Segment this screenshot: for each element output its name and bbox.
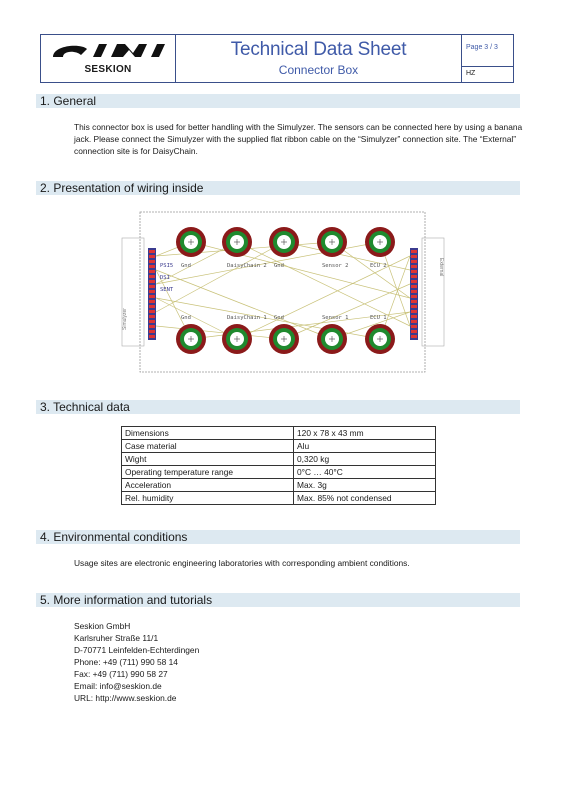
table-row <box>122 479 436 492</box>
header-meta <box>462 35 513 82</box>
table-cell-value: Alu <box>294 440 436 453</box>
page-title: Technical Data Sheet <box>230 39 407 60</box>
wiring-label: Sensor 1 <box>322 315 349 321</box>
connector-pin <box>149 290 155 293</box>
connector-pin <box>149 310 155 313</box>
connector-pin <box>411 325 417 328</box>
connector-pin <box>411 280 417 283</box>
connector-pin <box>411 260 417 263</box>
table-cell-property: Rel. humidity <box>122 492 294 505</box>
connector-pin <box>149 305 155 308</box>
wiring-diagram-svg <box>118 208 448 374</box>
wiring-label: Gnd <box>274 315 284 321</box>
connector-pin <box>411 315 417 318</box>
document-header <box>40 34 514 83</box>
wiring-label: ECU 2 <box>370 263 387 269</box>
wiring-label: DaisyChain 2 <box>227 263 267 269</box>
connector-pin <box>149 330 155 333</box>
author-initials: HZ <box>462 66 513 82</box>
sensor-type-label: SENT <box>160 287 174 293</box>
connector-pin <box>411 310 417 313</box>
connector-pin <box>149 285 155 288</box>
table-cell-property: Dimensions <box>122 427 294 440</box>
section-heading-environment: 4. Environmental conditions <box>36 530 520 544</box>
connector-pin <box>149 335 155 338</box>
connector-pin <box>411 250 417 253</box>
connector-pin <box>411 300 417 303</box>
sensor-type-label: DSI <box>160 275 170 281</box>
environment-text: Usage sites are electronic engineering laboratories with corresponding ambient conditions. <box>74 558 410 568</box>
connector-pin <box>149 255 155 258</box>
connector-pin <box>411 330 417 333</box>
table-cell-property: Acceleration <box>122 479 294 492</box>
connector-pin <box>411 255 417 258</box>
contact-line: Phone: +49 (711) 990 58 14 <box>74 657 178 667</box>
section-heading-more: 5. More information and tutorials <box>36 593 520 607</box>
wiring-label: Gnd <box>181 263 191 269</box>
contact-line: Karlsruher Straße 11/1 <box>74 633 159 643</box>
contact-line: Email: info@seskion.de <box>74 681 162 691</box>
connector-pin <box>149 265 155 268</box>
wiring-label: Gnd <box>274 263 284 269</box>
connector-pin <box>149 275 155 278</box>
seskion-logo <box>41 35 176 82</box>
wiring-label: ECU 1 <box>370 315 387 321</box>
sensor-type-label: PSI5 <box>160 263 174 269</box>
connector-pin <box>411 265 417 268</box>
connector-pin <box>149 270 155 273</box>
section-heading-general: 1. General <box>36 94 520 108</box>
contact-line: URL: http://www.seskion.de <box>74 693 177 703</box>
connector-pin <box>411 290 417 293</box>
section-heading-technical: 3. Technical data <box>36 400 520 414</box>
connector-pin <box>411 305 417 308</box>
connector-left-label: Simulyzer <box>122 308 128 330</box>
wiring-diagram <box>118 208 448 379</box>
connector-pin <box>149 295 155 298</box>
page-number: Page 3 / 3 <box>466 44 498 51</box>
logo-mark-icon <box>41 35 175 65</box>
contact-block <box>74 620 199 704</box>
contact-line: D-70771 Leinfelden-Echterdingen <box>74 645 200 655</box>
table-cell-value: 0,320 kg <box>294 453 436 466</box>
connector-pin <box>411 285 417 288</box>
table-row <box>122 492 436 505</box>
header-title-block <box>176 35 462 82</box>
connector-pin <box>149 315 155 318</box>
brand-name: SESKION <box>84 64 132 75</box>
connector-pin <box>149 320 155 323</box>
table-row <box>122 440 436 453</box>
connector-right-label: External <box>438 258 444 277</box>
contact-line: Seskion GmbH <box>74 621 131 631</box>
connector-pin <box>411 270 417 273</box>
connector-pin <box>149 300 155 303</box>
connector-pin <box>411 335 417 338</box>
table-cell-value: 120 x 78 x 43 mm <box>294 427 436 440</box>
table-cell-property: Wight <box>122 453 294 466</box>
section-heading-wiring: 2. Presentation of wiring inside <box>36 181 520 195</box>
connector-pin <box>411 320 417 323</box>
table-cell-value: 0°C … 40°C <box>294 466 436 479</box>
connector-pin <box>149 250 155 253</box>
table-cell-value: Max. 85% not condensed <box>294 492 436 505</box>
connector-pin <box>411 275 417 278</box>
connector-pin <box>149 280 155 283</box>
table-cell-value: Max. 3g <box>294 479 436 492</box>
wiring-label: DaisyChain 1 <box>227 315 267 321</box>
technical-data-table <box>121 426 436 505</box>
wiring-label: Sensor 2 <box>322 263 349 269</box>
table-cell-property: Operating temperature range <box>122 466 294 479</box>
page-subtitle: Connector Box <box>278 63 359 77</box>
table-row <box>122 427 436 440</box>
table-row <box>122 453 436 466</box>
wire <box>156 326 284 339</box>
table-cell-property: Case material <box>122 440 294 453</box>
contact-line: Fax: +49 (711) 990 58 27 <box>74 669 168 679</box>
connector-pin <box>149 325 155 328</box>
connector-pin <box>411 295 417 298</box>
wiring-label: Gnd <box>181 315 191 321</box>
table-row <box>122 466 436 479</box>
connector-pin <box>149 260 155 263</box>
general-text: This connector box is used for better handling with the Simulyzer. The sensors can be connected here by using a banana jack. Please connect the Simulyzer with the supplied flat ribbon cable on the “Simulyzer” connection site. The “External” connection site is for DaisyChain. <box>74 122 523 156</box>
